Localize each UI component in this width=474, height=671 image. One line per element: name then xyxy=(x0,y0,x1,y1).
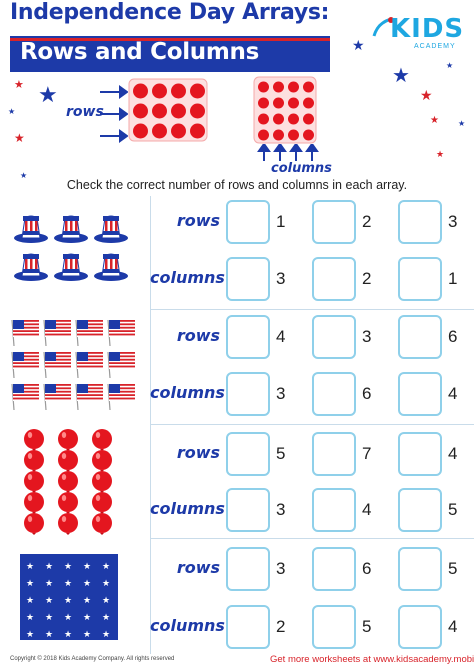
white-star-icon: ★ xyxy=(25,630,35,640)
american-flag-icon xyxy=(76,384,103,410)
q2-columns-checkbox-3[interactable] xyxy=(398,372,442,416)
q4-rows-option-1: 3 xyxy=(276,559,286,578)
q2-rows-checkbox-2[interactable] xyxy=(312,315,356,359)
white-star-icon: ★ xyxy=(25,579,35,589)
uncle-sam-hat-icon xyxy=(14,216,48,243)
q1-columns-option-3: 1 xyxy=(448,269,458,288)
american-flag-icon xyxy=(12,352,39,378)
american-flag-icon xyxy=(12,384,39,410)
red-balloon-icon xyxy=(58,513,78,535)
array-dot xyxy=(303,82,314,93)
star-field-picture xyxy=(0,552,148,644)
q4-rows-checkbox-1[interactable] xyxy=(226,547,270,591)
white-star-icon: ★ xyxy=(44,579,54,589)
white-star-icon: ★ xyxy=(63,596,73,606)
q1-columns-label: columns xyxy=(150,268,225,287)
american-flag-icon xyxy=(108,352,135,378)
hats-picture xyxy=(0,210,148,290)
array-dot xyxy=(258,114,269,125)
flags-picture xyxy=(0,316,148,412)
q4-rows-checkbox-2[interactable] xyxy=(312,547,356,591)
white-star-icon: ★ xyxy=(101,613,111,623)
array-dot xyxy=(133,124,148,139)
q3-columns-label: columns xyxy=(150,499,225,518)
red-balloon-icon xyxy=(58,450,78,472)
white-star-icon: ★ xyxy=(101,579,111,589)
q1-columns-checkbox-1[interactable] xyxy=(226,257,270,301)
q3-columns-checkbox-3[interactable] xyxy=(398,488,442,532)
red-balloon-icon xyxy=(92,429,112,451)
q1-rows-checkbox-1[interactable] xyxy=(226,200,270,244)
title-banner xyxy=(10,36,330,72)
q3-rows-option-2: 7 xyxy=(362,444,372,463)
white-star-icon: ★ xyxy=(63,579,73,589)
array-dot xyxy=(273,98,284,109)
q3-columns-option-3: 5 xyxy=(448,500,458,519)
array-dot xyxy=(288,130,299,141)
array-dot xyxy=(171,84,186,99)
q2-rows-option-1: 4 xyxy=(276,327,286,346)
q2-rows-checkbox-3[interactable] xyxy=(398,315,442,359)
columns-arrows-icon xyxy=(256,144,320,162)
logo-wordmark: KIDS xyxy=(390,14,465,44)
star-icon: ★ xyxy=(14,79,24,91)
star-icon: ★ xyxy=(14,131,25,145)
q3-columns-checkbox-2[interactable] xyxy=(312,488,356,532)
array-dot xyxy=(303,130,314,141)
white-star-icon: ★ xyxy=(63,562,73,572)
array-dot xyxy=(303,98,314,109)
q1-columns-option-2: 2 xyxy=(362,269,372,288)
array-dot xyxy=(258,98,269,109)
q1-rows-option-2: 2 xyxy=(362,212,372,231)
q4-rows-label: rows xyxy=(176,558,220,577)
star-icon: ★ xyxy=(458,119,466,128)
red-balloon-icon xyxy=(92,450,112,472)
q4-columns-option-3: 4 xyxy=(448,617,458,636)
q4-rows-option-3: 5 xyxy=(448,559,458,578)
star-icon: ★ xyxy=(392,65,410,87)
white-star-icon: ★ xyxy=(44,613,54,623)
q2-rows-option-3: 6 xyxy=(448,327,458,346)
q1-rows-label: rows xyxy=(176,211,220,230)
array-dot xyxy=(273,82,284,93)
array-dot xyxy=(303,114,314,125)
red-balloon-icon xyxy=(24,450,44,472)
star-icon: ★ xyxy=(436,149,445,159)
q4-columns-checkbox-1[interactable] xyxy=(226,605,270,649)
white-star-icon: ★ xyxy=(82,630,92,640)
white-star-icon: ★ xyxy=(82,579,92,589)
array-dot xyxy=(171,104,186,119)
white-star-icon: ★ xyxy=(82,562,92,572)
array-dot xyxy=(288,82,299,93)
array-dot xyxy=(190,104,205,119)
q1-rows-checkbox-2[interactable] xyxy=(312,200,356,244)
array-dot xyxy=(190,124,205,139)
q2-columns-option-3: 4 xyxy=(448,384,458,403)
instruction-text: Check the correct number of rows and columns in each array. xyxy=(66,178,408,192)
uncle-sam-hat-icon xyxy=(54,216,88,243)
red-balloon-icon xyxy=(24,492,44,514)
star-icon: ★ xyxy=(38,82,58,107)
american-flag-icon xyxy=(76,320,103,346)
array-dot xyxy=(190,84,205,99)
q3-rows-option-1: 5 xyxy=(276,444,286,463)
red-balloon-icon xyxy=(24,429,44,451)
q1-columns-checkbox-2[interactable] xyxy=(312,257,356,301)
q3-rows-checkbox-3[interactable] xyxy=(398,432,442,476)
array-dot xyxy=(273,130,284,141)
american-flag-icon xyxy=(108,320,135,346)
white-star-icon: ★ xyxy=(101,630,111,640)
q4-columns-option-2: 5 xyxy=(362,617,372,636)
white-star-icon: ★ xyxy=(101,596,111,606)
q3-rows-label: rows xyxy=(176,443,220,462)
uncle-sam-hat-icon xyxy=(54,254,88,281)
q2-columns-checkbox-2[interactable] xyxy=(312,372,356,416)
array-dot xyxy=(133,84,148,99)
q1-columns-checkbox-3[interactable] xyxy=(398,257,442,301)
q2-rows-option-2: 3 xyxy=(362,327,372,346)
kids-academy-logo xyxy=(372,12,465,56)
array-dot xyxy=(288,114,299,125)
american-flag-icon xyxy=(12,320,39,346)
white-star-icon: ★ xyxy=(82,596,92,606)
q1-rows-option-1: 1 xyxy=(276,212,286,231)
array-dot xyxy=(152,124,167,139)
red-balloon-icon xyxy=(92,471,112,493)
q3-rows-checkbox-1[interactable] xyxy=(226,432,270,476)
example-rows-array xyxy=(128,78,210,144)
array-dot xyxy=(258,82,269,93)
white-star-icon: ★ xyxy=(44,630,54,640)
example-columns-label: columns xyxy=(271,161,332,176)
array-dot xyxy=(258,130,269,141)
row-divider xyxy=(150,424,474,425)
red-balloon-icon xyxy=(58,429,78,451)
example-rows-label: rows xyxy=(66,104,104,120)
row-divider xyxy=(150,538,474,539)
star-icon: ★ xyxy=(8,107,16,116)
q2-columns-option-2: 6 xyxy=(362,384,372,403)
q4-rows-checkbox-3[interactable] xyxy=(398,547,442,591)
example-columns-array xyxy=(253,76,319,144)
column-divider xyxy=(150,196,151,654)
copyright-text: Copyright © 2018 Kids Academy Company. All rights reserved xyxy=(10,656,175,662)
q4-rows-option-2: 6 xyxy=(362,559,372,578)
q1-columns-option-1: 3 xyxy=(276,269,286,288)
q1-rows-option-3: 3 xyxy=(448,212,458,231)
logo-tagline: ACADEMY xyxy=(414,43,456,50)
q4-columns-checkbox-3[interactable] xyxy=(398,605,442,649)
array-dot xyxy=(171,124,186,139)
q3-columns-option-2: 4 xyxy=(362,500,372,519)
red-balloon-icon xyxy=(24,471,44,493)
uncle-sam-hat-icon xyxy=(94,254,128,281)
white-star-icon: ★ xyxy=(44,596,54,606)
white-star-icon: ★ xyxy=(25,562,35,572)
q3-columns-option-1: 3 xyxy=(276,500,286,519)
q2-rows-checkbox-1[interactable] xyxy=(226,315,270,359)
balloons-picture xyxy=(0,428,148,536)
star-icon: ★ xyxy=(352,37,365,53)
page-title: Independence Day Arrays: xyxy=(10,0,330,25)
american-flag-icon xyxy=(44,352,71,378)
white-star-icon: ★ xyxy=(44,562,54,572)
q3-rows-checkbox-2[interactable] xyxy=(312,432,356,476)
american-flag-icon xyxy=(44,384,71,410)
array-dot xyxy=(288,98,299,109)
q4-columns-checkbox-2[interactable] xyxy=(312,605,356,649)
white-star-icon: ★ xyxy=(25,613,35,623)
q2-columns-label: columns xyxy=(150,383,225,402)
uncle-sam-hat-icon xyxy=(14,254,48,281)
american-flag-icon xyxy=(76,352,103,378)
star-icon: ★ xyxy=(430,115,439,126)
q4-columns-label: columns xyxy=(150,616,225,635)
white-star-icon: ★ xyxy=(82,613,92,623)
white-star-icon: ★ xyxy=(25,596,35,606)
star-icon: ★ xyxy=(20,171,28,180)
red-balloon-icon xyxy=(92,492,112,514)
q1-rows-checkbox-3[interactable] xyxy=(398,200,442,244)
q2-rows-label: rows xyxy=(176,326,220,345)
q4-columns-option-1: 2 xyxy=(276,617,286,636)
row-divider xyxy=(150,309,474,310)
star-icon: ★ xyxy=(420,87,433,103)
array-dot xyxy=(133,104,148,119)
red-balloon-icon xyxy=(92,513,112,535)
q3-columns-checkbox-1[interactable] xyxy=(226,488,270,532)
uncle-sam-hat-icon xyxy=(94,216,128,243)
banner-title: Rows and Columns xyxy=(20,39,259,65)
american-flag-icon xyxy=(44,320,71,346)
array-dot xyxy=(152,84,167,99)
promo-link[interactable]: Get more worksheets at www.kidsacademy.mobi xyxy=(270,654,474,665)
red-balloon-icon xyxy=(24,513,44,535)
rows-arrows-icon xyxy=(98,84,128,146)
white-star-icon: ★ xyxy=(63,613,73,623)
star-icon: ★ xyxy=(446,61,454,70)
q2-columns-option-1: 3 xyxy=(276,384,286,403)
white-star-icon: ★ xyxy=(101,562,111,572)
american-flag-icon xyxy=(108,384,135,410)
array-dot xyxy=(152,104,167,119)
white-star-icon: ★ xyxy=(63,630,73,640)
red-balloon-icon xyxy=(58,471,78,493)
q2-columns-checkbox-1[interactable] xyxy=(226,372,270,416)
array-dot xyxy=(273,114,284,125)
q3-rows-option-3: 4 xyxy=(448,444,458,463)
red-balloon-icon xyxy=(58,492,78,514)
